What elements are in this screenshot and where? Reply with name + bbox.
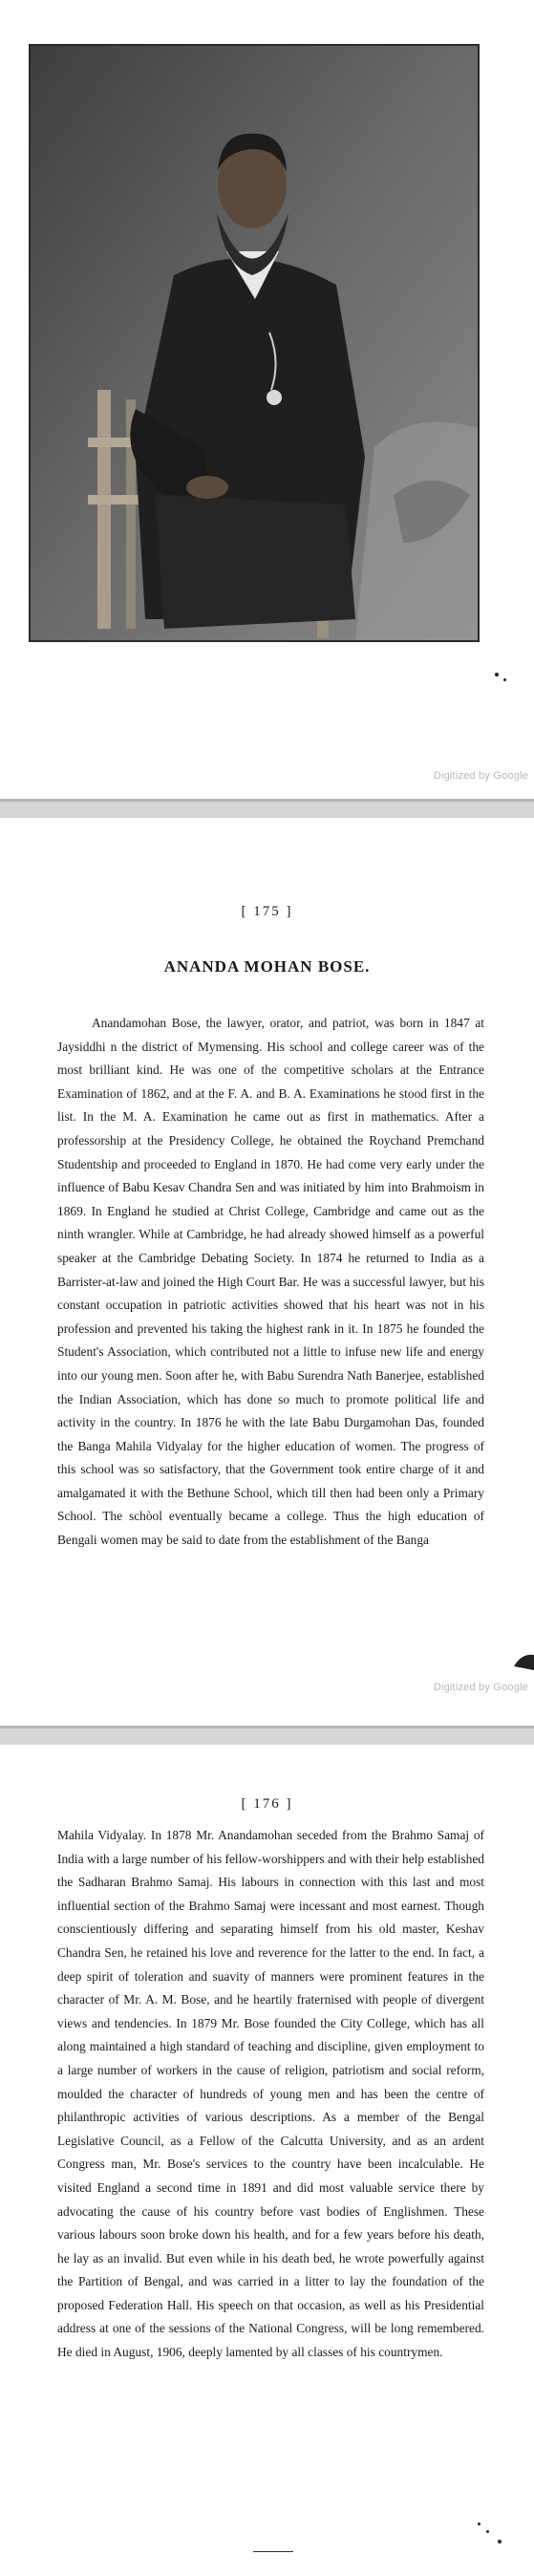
portrait-page bbox=[0, 0, 534, 799]
ink-speck bbox=[498, 2540, 502, 2544]
page-175 bbox=[0, 818, 534, 1726]
closing-rule bbox=[253, 2551, 293, 2552]
ink-speck bbox=[486, 2530, 489, 2533]
page-separator bbox=[0, 799, 534, 818]
ink-speck bbox=[503, 678, 506, 681]
ink-speck bbox=[478, 2522, 481, 2525]
page-number: [ 175 ] bbox=[241, 904, 293, 919]
paragraph: Anandamohan Bose, the lawyer, orator, and patriot, was born in 1847 at Jaysiddhi n the district of Mymensing. His school and college career was of the most brilliant kind. He was one of the competitive scholars at the Entrance Examination of 1862, and at the F. A. and B. A. Examinations he stood first in the list. In the M. A. Examination he came out as first in mathematics. After a professorship at the Presidency College, he obtained the Roychand Premchand Studentship and proceeded to England in 1870. He had come very early under the influence of Babu Kesav Chandra Sen and was initiated by him into Brahmoism in 1869. In England he studied at Christ College, Cambridge and came out as the ninth wrangler. While at Cambridge, he had already showed himself as a powerful speaker at the Cambridge Debating Society. In 1874 he returned to India as a Barrister-at-law and joined the High Court Bar. He was a successful lawyer, but his constant occupation in patriotic activities showed that his heart was not in his profession and prevented his taking the highest rank in it. In 1875 he founded the Student's Association, which contributed not a little to infuse new life and energy into our young men. Soon after he, with Babu Surendra Nath Banerjee, established the Indian Association, which has done so much to promote political life and activity in the country. In 1876 he with the late Babu Durgamohan Das, founded the Banga Mahila Vidyalay for the higher education of women. The progress of this school was so satisfactory, that the Government took entire charge of it and amalgamated it with the Bethune School, which till then had been only a Primary School. The schòol eventually became a college. Thus the high education of Bengali women may be said to date from the establishment of the Banga bbox=[57, 1016, 484, 1548]
portrait-photograph bbox=[29, 44, 480, 642]
page-corner-fold bbox=[514, 1653, 534, 1670]
page-separator bbox=[0, 1726, 534, 1745]
body-text bbox=[57, 1012, 484, 1553]
digitized-watermark: Digitized by Google bbox=[433, 770, 528, 782]
paragraph: Mahila Vidyalay. In 1878 Mr. Anandamohan seceded from the Brahmo Samaj of India with a large number of his fellow-worshippers and with their help established the Sadharan Brahmo Samaj. His labours in connection with this last and most influential section of the Brahmo Samaj were incessant and most earnest. Though conscientiously differing and separating himself from his old master, Keshav Chandra Sen, he retained his love and reverence for the latter to the end. In fact, a deep spirit of toleration and suavity of manners were prominent features in the character of Mr. A. M. Bose, and he heartily fraternised with people of divergent views and tendencies. In 1879 Mr. Bose founded the City College, which has all along maintained a high standard of teaching and discipline, given employment to a large number of workers in the cause of religion, patriotism and social reform, moulded the character of hundreds of young men and has been the centre of philanthropic activities of various descriptions. As a member of the Bengal Legislative Council, as a Fellow of the Calcutta University, and as an ardent Congress man, Mr. Bose's services to the country have been incalculable. He visited England a second time in 1891 and did most valuable service there by advocating the cause of his country before vast bodies of Englishmen. These various labours soon broke down his health, and for a few years before his death, he lay as an invalid. But even while in his death bed, he wrote powerfully against the Partition of Bengal, and was carried in a litter to lay the foundation of the proposed Federation Hall. His speech on that occasion, as well as his Presidential address at one of the sessions of the National Congress, will be long remembered. He died in August, 1906, deeply lamented by all classes of his countrymen. bbox=[57, 1828, 484, 2360]
chapter-title: ANANDA MOHAN BOSE. bbox=[163, 957, 371, 976]
ink-speck bbox=[495, 673, 499, 676]
digitized-watermark: Digitized by Google bbox=[433, 1682, 528, 1693]
page-number: [ 176 ] bbox=[241, 1796, 293, 1812]
body-text bbox=[57, 1824, 484, 2365]
page-176 bbox=[0, 1745, 534, 2576]
